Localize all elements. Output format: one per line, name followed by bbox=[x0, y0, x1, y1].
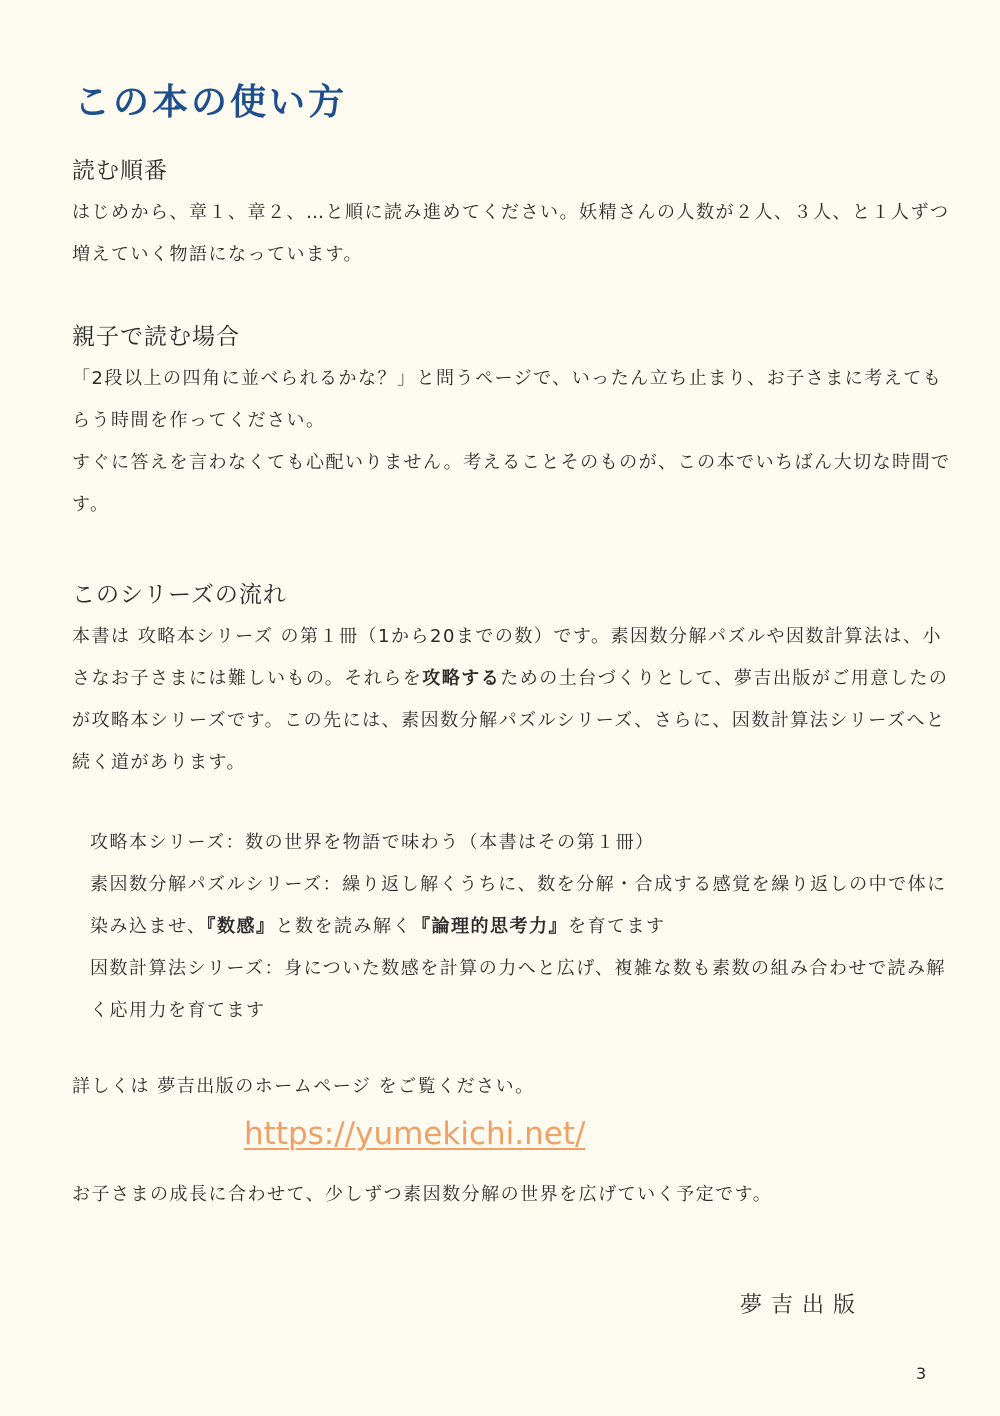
series-flow-bold: 攻略する bbox=[422, 668, 501, 689]
heading-parent-child: 親子で読む場合 bbox=[72, 324, 240, 350]
publisher-signature: 夢吉出版 bbox=[740, 1293, 865, 1318]
series-flow-text-b: ための土台づくりとして、夢吉出版がご用意したのが攻略本シリーズです。この先には、素因数分解パズルシリーズ、さらに、因数計算法シリーズへと続く道があります。 bbox=[72, 668, 949, 773]
heading-reading-order: 読む順番 bbox=[72, 158, 168, 184]
page-number: 3 bbox=[916, 1364, 927, 1383]
paragraph-parent-child-2: すぐに答えを言わなくても心配いりません。考えることそのものが、この本でいちばん大切な時間です。 bbox=[72, 452, 951, 515]
heading-series-flow: このシリーズの流れ bbox=[72, 582, 287, 608]
puzzle-bold-logical-thinking: 『論理的思考力』 bbox=[411, 916, 568, 937]
homepage-link[interactable]: https://yumekichi.net/ bbox=[244, 1116, 586, 1152]
page-title: この本の使い方 bbox=[74, 82, 348, 123]
paragraph-reading-order: はじめから、章１、章２、…と順に読み進めてください。妖精さんの人数が２人、３人、と１人ずつ増えていく物語になっています。 bbox=[72, 202, 950, 265]
series-item-guidebook: 攻略本シリーズ：数の世界を物語で味わう（本書はその第１冊） bbox=[90, 832, 655, 853]
puzzle-bold-number-sense: 『数感』 bbox=[206, 916, 276, 937]
series-item-factor-calc: 因数計算法シリーズ：身についた数感を計算の力へと広げ、複雑な数も素数の組み合わせで読み解く応用力を育てます bbox=[90, 958, 947, 1021]
paragraph-parent-child-1: 「2段以上の四角に並べられるかな？」と問うページで、いったん立ち止まり、お子さまに考えてもらう時間を作ってください。 bbox=[72, 368, 943, 431]
homepage-note: 詳しくは 夢吉出版のホームページ をご覧ください。 bbox=[72, 1076, 535, 1097]
paragraph-series-flow bbox=[72, 616, 952, 784]
puzzle-text-c: を育てます bbox=[567, 916, 666, 937]
closing-text: お子さまの成長に合わせて、少しずつ素因数分解の世界を広げていく予定です。 bbox=[72, 1184, 773, 1205]
series-item-puzzle bbox=[90, 864, 960, 948]
puzzle-text-b: と数を読み解く bbox=[275, 916, 412, 937]
puzzle-text-a: 素因数分解パズルシリーズ：繰り返し解くうちに、数を分解・合成する感覚を繰り返しの中で体に染み込ませ、 bbox=[90, 874, 947, 937]
series-flow-text-a: 本書は 攻略本シリーズ の第１冊（1から20までの数）です。素因数分解パズルや因数計算法は、小さなお子さまには難しいもの。それらを bbox=[72, 626, 942, 689]
